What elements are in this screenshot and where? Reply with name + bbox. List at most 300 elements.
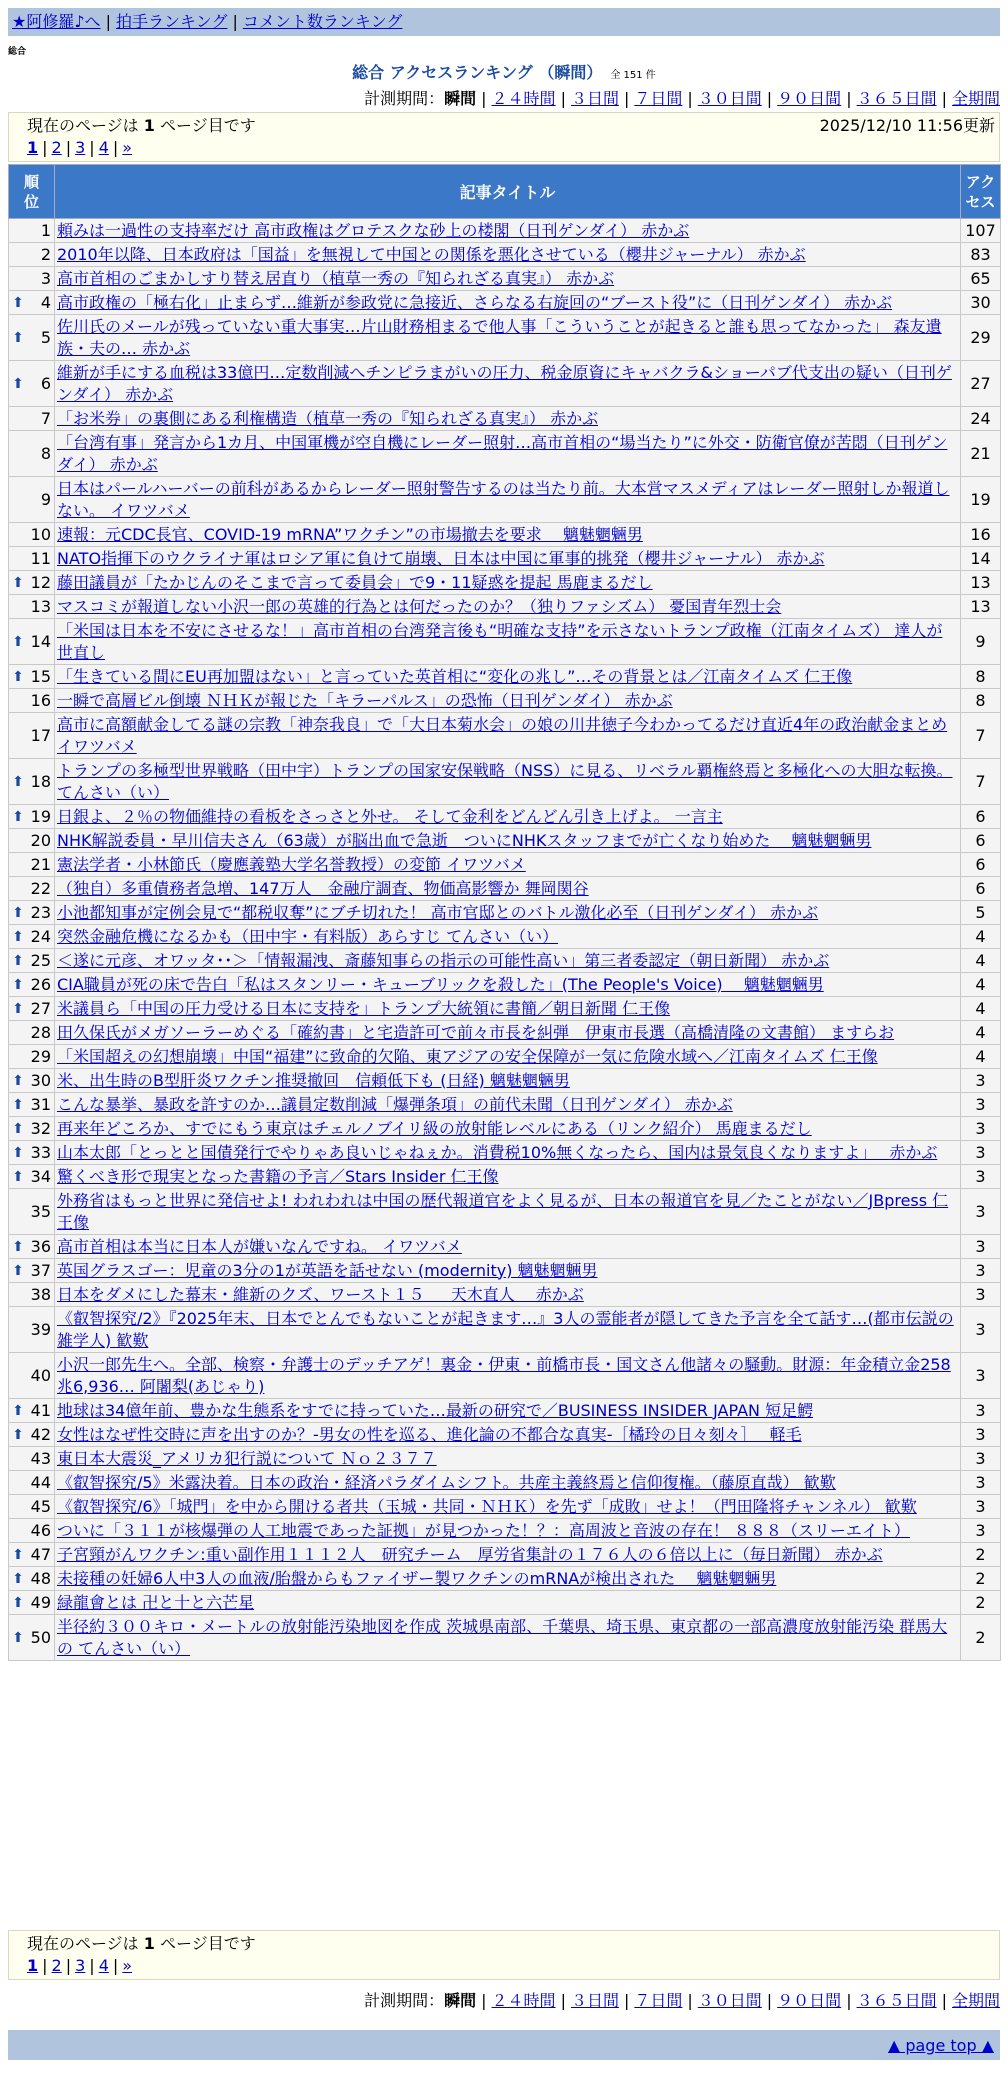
up-arrow-icon: ⬆ bbox=[12, 1000, 24, 1017]
access-count: 2 bbox=[961, 1591, 1001, 1615]
up-arrow-icon: ⬆ bbox=[12, 1096, 24, 1113]
access-count: 3 bbox=[961, 1423, 1001, 1447]
up-arrow-icon: ⬆ bbox=[12, 1594, 24, 1611]
top-nav-bar bbox=[8, 8, 1000, 36]
article-link[interactable]: 日本をダメにした幕末・維新のクズ、ワースト１５ 天木直人 赤かぶ bbox=[57, 1284, 584, 1304]
access-count: 4 bbox=[961, 925, 1001, 949]
article-link[interactable]: 緑龍會とは 卍と十と六芒星 bbox=[57, 1592, 255, 1612]
article-link[interactable]: 憲法学者・小林節氏（慶應義塾大学名誉教授）の変節 イワツバメ bbox=[57, 854, 526, 874]
title-cell bbox=[55, 291, 961, 315]
up-arrow-icon: ⬆ bbox=[12, 1262, 24, 1279]
title-cell bbox=[55, 1353, 961, 1399]
access-count: 3 bbox=[961, 1471, 1001, 1495]
table-row bbox=[9, 1189, 1001, 1235]
title-cell bbox=[55, 1591, 961, 1615]
title-cell bbox=[55, 1117, 961, 1141]
rank-number: 48 bbox=[30, 1568, 51, 1588]
pager-text-pre: 現在のページは bbox=[27, 116, 144, 135]
title-cell bbox=[55, 997, 961, 1021]
table-row bbox=[9, 1543, 1001, 1567]
title-cell bbox=[55, 361, 961, 407]
access-count: 29 bbox=[961, 315, 1001, 361]
article-link[interactable]: 高市政権の「極右化」止まらず…維新が参政党に急接近、さらなる右旋回の“ブースト役”に（日刊ゲンダイ） 赤かぶ bbox=[57, 292, 893, 312]
access-count: 4 bbox=[961, 973, 1001, 997]
table-row bbox=[9, 1495, 1001, 1519]
pager-separator: | bbox=[42, 138, 48, 157]
table-row bbox=[9, 1165, 1001, 1189]
up-arrow-icon: ⬆ bbox=[12, 1570, 24, 1587]
rank-number: 23 bbox=[30, 902, 51, 922]
article-link[interactable]: 山本太郎「とっとと国債発行でやりゃあ良いじゃねぇか。消費税10%無くなったら、国内は景気良くなりますよ」 赤かぶ bbox=[57, 1142, 938, 1162]
title-cell bbox=[55, 805, 961, 829]
title-cell bbox=[55, 1495, 961, 1519]
access-count: 3 bbox=[961, 1399, 1001, 1423]
title-cell bbox=[55, 1567, 961, 1591]
access-count: 3 bbox=[961, 1069, 1001, 1093]
article-link[interactable]: 米、出生時のB型肝炎ワクチン推奨撤回 信頼低下も (日経) 魑魅魍魎男 bbox=[57, 1070, 570, 1090]
rank-number: 26 bbox=[30, 974, 51, 994]
rank-cell bbox=[9, 829, 55, 853]
up-arrow-icon: ⬆ bbox=[12, 375, 24, 392]
access-count: 2 bbox=[961, 1615, 1001, 1661]
rank-number: 7 bbox=[40, 408, 51, 428]
page-link-4[interactable]: 4 bbox=[98, 1956, 109, 1975]
article-link[interactable]: （独自）多重債務者急増、147万人 金融庁調査、物価高影響か 舞岡関谷 bbox=[57, 878, 589, 898]
up-arrow-icon: ⬆ bbox=[12, 668, 24, 685]
up-arrow-icon: ⬆ bbox=[12, 1402, 24, 1419]
table-row bbox=[9, 1045, 1001, 1069]
rank-number: 14 bbox=[30, 631, 51, 651]
pager-links bbox=[27, 137, 981, 159]
rank-cell bbox=[9, 1519, 55, 1543]
rank-cell bbox=[9, 1189, 55, 1235]
period-separator: | bbox=[623, 89, 630, 108]
period-link-5[interactable]: ３６５日間 bbox=[856, 89, 937, 108]
table-row bbox=[9, 665, 1001, 689]
up-arrow-icon: ⬆ bbox=[12, 294, 24, 311]
article-link[interactable]: 高市に高額献金してる謎の宗教「神奈我良」で「大日本菊水会」の娘の川井徳子今わかってるだけ直近4年の政治献金まとめ イワツバメ bbox=[57, 714, 948, 756]
rank-number: 9 bbox=[40, 489, 51, 509]
period-label: 計測期間： bbox=[364, 1991, 445, 2010]
rank-cell bbox=[9, 1117, 55, 1141]
title-cell bbox=[55, 689, 961, 713]
up-arrow-icon: ⬆ bbox=[12, 1168, 24, 1185]
period-separator: | bbox=[941, 1991, 947, 2010]
rank-cell bbox=[9, 1615, 55, 1661]
table-row bbox=[9, 759, 1001, 805]
up-arrow-icon: ⬆ bbox=[12, 1120, 24, 1137]
rank-number: 11 bbox=[30, 548, 51, 568]
rank-cell bbox=[9, 877, 55, 901]
article-link[interactable]: 田久保氏がメガソーラーめぐる「確約書」と宅造許可で前々市長を糾弾 伊東市長選（高橋清隆の文書館） ますらお bbox=[57, 1022, 895, 1042]
rank-number: 25 bbox=[30, 950, 51, 970]
article-link[interactable]: 「米国超えの幻想崩壊」中国“福建”に致命的欠陥、東アジアの安全保障が一気に危険水域へ／江南タイムズ 仁王像 bbox=[57, 1046, 878, 1066]
title-cell bbox=[55, 1519, 961, 1543]
article-link[interactable]: 「生きている間にEU再加盟はない」と言っていた英首相に“変化の兆し”…その背景とは／江南タイムズ 仁王像 bbox=[57, 666, 853, 686]
rank-cell bbox=[9, 619, 55, 665]
title-cell bbox=[55, 1423, 961, 1447]
table-row bbox=[9, 949, 1001, 973]
article-link[interactable]: 東日本大震災_アメリカ犯行説について Ｎｏ２３７７ bbox=[57, 1448, 437, 1468]
period-link-4[interactable]: ９０日間 bbox=[777, 89, 842, 108]
rank-cell bbox=[9, 243, 55, 267]
title-cell bbox=[55, 1021, 961, 1045]
title-cell bbox=[55, 949, 961, 973]
table-row bbox=[9, 1283, 1001, 1307]
article-link[interactable]: 日本はパールハーバーの前科があるからレーダー照射警告するのは当たり前。大本営マスメディアはレーダー照射しか報道しない。 イワツバメ bbox=[57, 478, 950, 520]
rank-cell bbox=[9, 1353, 55, 1399]
period-separator: | bbox=[560, 1991, 566, 2010]
comment-ranking-link[interactable]: コメント数ランキング bbox=[242, 12, 403, 31]
period-link-3[interactable]: ３０日間 bbox=[697, 1991, 762, 2010]
period-link-0[interactable]: ２４時間 bbox=[491, 89, 556, 108]
rank-number: 31 bbox=[30, 1094, 51, 1114]
rank-number: 30 bbox=[30, 1070, 51, 1090]
title-cell bbox=[55, 973, 961, 997]
period-separator: | bbox=[687, 1991, 693, 2010]
period-link-4[interactable]: ９０日間 bbox=[777, 1991, 842, 2010]
rank-number: 38 bbox=[30, 1284, 51, 1304]
table-row bbox=[9, 243, 1001, 267]
bottom-bar bbox=[8, 2030, 1000, 2060]
article-link[interactable]: 維新が手にする血税は33億円…定数削減へチンピラまがいの圧力、税金原資にキャバクラ&ショーパブ代支出の疑い（日刊ゲンダイ） 赤かぶ bbox=[57, 362, 952, 404]
rank-number: 45 bbox=[30, 1496, 51, 1516]
article-link[interactable]: ＜遂に元彦、オワッタ･･＞「情報漏洩、斎藤知事らの指示の可能性高い」第三者委認定（朝日新聞） 赤かぶ bbox=[57, 950, 830, 970]
rank-number: 10 bbox=[30, 524, 51, 544]
access-header: アクセス bbox=[961, 165, 1001, 219]
pager-top bbox=[8, 112, 1000, 162]
rank-cell bbox=[9, 361, 55, 407]
access-count: 3 bbox=[961, 1141, 1001, 1165]
rank-number: 34 bbox=[30, 1166, 51, 1186]
pager-separator: | bbox=[112, 1956, 119, 1975]
updated-timestamp: 2025/12/10 11:56更新 bbox=[819, 116, 995, 135]
rank-number: 32 bbox=[30, 1118, 51, 1138]
rank-number: 5 bbox=[40, 327, 51, 347]
access-count: 30 bbox=[961, 291, 1001, 315]
rank-cell bbox=[9, 291, 55, 315]
access-count: 4 bbox=[961, 997, 1001, 1021]
article-link[interactable]: 頼みは一過性の支持率だけ 高市政権はグロテスクな砂上の楼閣（日刊ゲンダイ） 赤かぶ bbox=[57, 220, 690, 240]
table-row bbox=[9, 1447, 1001, 1471]
rank-cell bbox=[9, 267, 55, 291]
pager-text-pre: 現在のページは bbox=[27, 1934, 144, 1953]
rank-number: 27 bbox=[30, 998, 51, 1018]
article-link[interactable]: 一瞬で高層ビル倒壊 ＮＨＫが報じた「キラーパルス」の恐怖（日刊ゲンダイ） 赤かぶ bbox=[57, 690, 673, 710]
article-link[interactable]: 《叡智探究/2》『2025年末、日本でとんでもないことが起きます…』3人の霊能者が隠してきた予言を全て話す…(都市伝説の雑学人) 歓歎 bbox=[57, 1308, 954, 1350]
title-cell bbox=[55, 1069, 961, 1093]
title-cell bbox=[55, 829, 961, 853]
table-row bbox=[9, 407, 1001, 431]
table-row bbox=[9, 291, 1001, 315]
period-separator: | bbox=[623, 1991, 630, 2010]
period-link-6[interactable]: 全期間 bbox=[951, 1991, 1000, 2010]
table-row bbox=[9, 1021, 1001, 1045]
rank-number: 29 bbox=[30, 1046, 51, 1066]
access-count: 24 bbox=[961, 407, 1001, 431]
access-count: 83 bbox=[961, 243, 1001, 267]
access-count: 3 bbox=[961, 1165, 1001, 1189]
title-cell bbox=[55, 1259, 961, 1283]
period-link-1[interactable]: ３日間 bbox=[570, 89, 619, 108]
access-count: 4 bbox=[961, 1021, 1001, 1045]
article-link[interactable]: ついに「３１１が核爆弾の人工地震であった証拠」が見つかった！？：高周波と音波の存在！ ８８８（スリーエイト） bbox=[57, 1520, 910, 1540]
table-row bbox=[9, 619, 1001, 665]
period-separator: | bbox=[687, 89, 693, 108]
title-cell bbox=[55, 431, 961, 477]
table-row bbox=[9, 477, 1001, 523]
rank-number: 46 bbox=[30, 1520, 51, 1540]
period-separator: | bbox=[941, 89, 947, 108]
article-link[interactable]: トランプの多極型世界戦略（田中宇）トランプの国家安保戦略（NSS）に見る、リベラル覇権終焉と多極化への大胆な転換。 てんさい（い） bbox=[57, 760, 953, 802]
access-count: 3 bbox=[961, 1117, 1001, 1141]
article-link[interactable]: 半径約３００キロ・メートルの放射能汚染地図を作成 茨城県南部、千葉県、埼玉県、東京都の一部高濃度放射能汚染 群馬大の てんさい（い） bbox=[57, 1616, 948, 1658]
access-count: 4 bbox=[961, 949, 1001, 973]
up-arrow-icon: ⬆ bbox=[12, 574, 24, 591]
access-count: 8 bbox=[961, 665, 1001, 689]
access-count: 65 bbox=[961, 267, 1001, 291]
up-arrow-icon: ⬆ bbox=[12, 928, 24, 945]
rank-number: 1 bbox=[40, 220, 51, 240]
access-count: 3 bbox=[961, 1447, 1001, 1471]
rank-cell bbox=[9, 1235, 55, 1259]
access-count: 8 bbox=[961, 689, 1001, 713]
article-link[interactable]: 外務省はもっと世界に発信せよ! われわれは中国の歴代報道官をよく見るが、日本の報道官を見／たことがない／JBpress 仁王像 bbox=[57, 1190, 949, 1232]
nav-separator: | bbox=[232, 12, 238, 31]
rank-number: 50 bbox=[30, 1627, 51, 1647]
article-link[interactable]: 2010年以降、日本政府は「国益」を無視して中国との関係を悪化させている（櫻井ジャーナル） 赤かぶ bbox=[57, 244, 806, 264]
rank-cell bbox=[9, 1045, 55, 1069]
rank-number: 40 bbox=[30, 1365, 51, 1385]
article-link[interactable]: 「米国は日本を不安にさせるな！」高市首相の台湾発言後も“明確な支持”を示さないトランプ政権（江南タイムズ） 達人が世直し bbox=[57, 620, 943, 662]
rank-cell bbox=[9, 1165, 55, 1189]
access-count: 3 bbox=[961, 1519, 1001, 1543]
access-count: 107 bbox=[961, 219, 1001, 243]
rank-cell bbox=[9, 1021, 55, 1045]
table-row bbox=[9, 431, 1001, 477]
rank-cell bbox=[9, 1307, 55, 1353]
rank-number: 37 bbox=[30, 1260, 51, 1280]
article-link[interactable]: 高市首相は本当に日本人が嫌いなんですね。 イワツバメ bbox=[57, 1236, 462, 1256]
up-arrow-icon: ⬆ bbox=[12, 1144, 24, 1161]
page-link-3[interactable]: 3 bbox=[75, 138, 86, 157]
period-link-6[interactable]: 全期間 bbox=[951, 89, 1000, 108]
article-link[interactable]: 驚くべき形で現実となった書籍の予言／Stars Insider 仁王像 bbox=[57, 1166, 499, 1186]
rank-cell bbox=[9, 1471, 55, 1495]
rank-number: 28 bbox=[30, 1022, 51, 1042]
pager-separator: | bbox=[65, 1956, 72, 1975]
article-link[interactable]: 突然金融危機になるかも（田中宇・有料版）あらすじ てんさい（い） bbox=[57, 926, 559, 946]
page-link-3[interactable]: 3 bbox=[75, 1956, 86, 1975]
title-cell bbox=[55, 1543, 961, 1567]
article-link[interactable]: 小沢一郎先生へ。全部、検察・弁護士のデッチアゲ！裏金・伊東・前橋市長・国文さん他諸々の騒動。財源：年金積立金258兆6,936… 阿闍梨(あじゃり) bbox=[57, 1354, 951, 1396]
period-link-1[interactable]: ３日間 bbox=[570, 1991, 619, 2010]
category-label: 総合 bbox=[8, 47, 27, 57]
table-row bbox=[9, 901, 1001, 925]
title-cell bbox=[55, 1471, 961, 1495]
title-cell bbox=[55, 1093, 961, 1117]
pager-separator: | bbox=[89, 138, 95, 157]
rank-cell bbox=[9, 547, 55, 571]
article-link[interactable]: こんな暴挙、暴政を許すのか…議員定数削減「爆弾条項」の前代未聞（日刊ゲンダイ） 赤かぶ bbox=[57, 1094, 733, 1114]
article-link[interactable]: 日銀よ、２％の物価維持の看板をさっさと外せ。 そして金利をどんどん引き上げよ。 一言主 bbox=[57, 806, 723, 826]
article-link[interactable]: マスコミが報道しない小沢一郎の英雄的行為とは何だったのか？（独りファシズム） 憂国青年烈士会 bbox=[57, 596, 782, 616]
period-link-0[interactable]: ２４時間 bbox=[491, 1991, 556, 2010]
rank-number: 6 bbox=[40, 373, 51, 393]
rank-cell bbox=[9, 1399, 55, 1423]
pager-current-page: 1 bbox=[143, 116, 155, 135]
table-row bbox=[9, 1093, 1001, 1117]
ranking-table bbox=[8, 164, 1001, 1661]
access-count: 6 bbox=[961, 853, 1001, 877]
title-cell bbox=[55, 925, 961, 949]
rank-cell bbox=[9, 997, 55, 1021]
title-cell bbox=[55, 1447, 961, 1471]
article-link[interactable]: 英国グラスゴー：児童の3分の1が英語を話せない (modernity) 魑魅魍魎男 bbox=[57, 1260, 598, 1280]
rank-cell bbox=[9, 219, 55, 243]
article-link[interactable]: NATO指揮下のウクライナ軍はロシア軍に負けて崩壊、日本は中国に軍事的挑発（櫻井ジャーナル） 赤かぶ bbox=[57, 548, 825, 568]
article-link[interactable]: 女性はなぜ性交時に声を出すのか？-男女の性を巡る、進化論の不都合な真実-［橘玲の日々刻々］ 軽毛 bbox=[57, 1424, 802, 1444]
title-cell bbox=[55, 877, 961, 901]
article-link[interactable]: 「台湾有事」発言から1カ月、中国軍機が空自機にレーダー照射…高市首相の“場当たり”に外交・防衛官僚が苦悶（日刊ゲンダイ） 赤かぶ bbox=[57, 432, 948, 474]
title-cell bbox=[55, 1189, 961, 1235]
page-link-2[interactable]: 2 bbox=[51, 138, 62, 157]
article-link[interactable]: 藤田議員が「たかじんのそこまで言って委員会」で9・11疑惑を提起 馬鹿まるだし bbox=[57, 572, 653, 592]
rank-number: 4 bbox=[40, 292, 51, 312]
up-arrow-icon: ⬆ bbox=[12, 1546, 24, 1563]
access-count: 3 bbox=[961, 1495, 1001, 1519]
access-count: 3 bbox=[961, 1283, 1001, 1307]
title-cell bbox=[55, 713, 961, 759]
table-row bbox=[9, 1069, 1001, 1093]
article-link[interactable]: 再来年どころか、すでにもう東京はチェルノブイリ級の放射能レベルにある（リンク紹介） 馬鹿まるだし bbox=[57, 1118, 812, 1138]
next-page-link[interactable]: » bbox=[122, 138, 133, 157]
access-count: 13 bbox=[961, 571, 1001, 595]
table-row bbox=[9, 571, 1001, 595]
article-link[interactable]: 未接種の妊婦6人中3人の血液/胎盤からもファイザー製ワクチンのmRNAが検出された 魑魅魍魎男 bbox=[57, 1568, 777, 1588]
page-link-1[interactable]: 1 bbox=[27, 138, 39, 157]
rank-cell bbox=[9, 315, 55, 361]
asyura-home-link[interactable]: ★阿修羅♪へ bbox=[12, 12, 101, 31]
pager-separator: | bbox=[65, 138, 72, 157]
applause-ranking-link[interactable]: 拍手ランキング bbox=[115, 12, 228, 31]
article-link[interactable]: NHK解説委員・早川信夫さん（63歳）が脳出血で急逝 ついにNHKスタッフまでが亡くなり始めた 魑魅魍魎男 bbox=[57, 830, 872, 850]
rank-cell bbox=[9, 713, 55, 759]
page-link-1[interactable]: 1 bbox=[27, 1956, 39, 1975]
access-count: 2 bbox=[961, 1543, 1001, 1567]
title-cell bbox=[55, 1165, 961, 1189]
table-row bbox=[9, 997, 1001, 1021]
period-link-2[interactable]: ７日間 bbox=[634, 89, 683, 108]
period-selector-bottom bbox=[364, 1988, 1000, 2011]
period-link-2[interactable]: ７日間 bbox=[634, 1991, 683, 2010]
article-link[interactable]: 「お米券」の裏側にある利権構造（植草一秀の『知られざる真実』） 赤かぶ bbox=[57, 408, 599, 428]
rank-number: 20 bbox=[30, 830, 51, 850]
access-count: 3 bbox=[961, 1353, 1001, 1399]
access-count: 7 bbox=[961, 759, 1001, 805]
article-link[interactable]: 高市首相のごまかしすり替え居直り（植草一秀の『知られざる真実』） 赤かぶ bbox=[57, 268, 615, 288]
rank-number: 24 bbox=[30, 926, 51, 946]
rank-cell bbox=[9, 973, 55, 997]
rank-cell bbox=[9, 407, 55, 431]
period-separator: | bbox=[481, 89, 487, 108]
rank-cell bbox=[9, 689, 55, 713]
rank-cell bbox=[9, 805, 55, 829]
rank-cell bbox=[9, 1495, 55, 1519]
pager-bottom bbox=[8, 1930, 1000, 1980]
title-cell bbox=[55, 1141, 961, 1165]
page-title: 総合 アクセスランキング （瞬間） bbox=[352, 63, 603, 82]
table-row bbox=[9, 853, 1001, 877]
table-row bbox=[9, 925, 1001, 949]
table-row bbox=[9, 267, 1001, 291]
article-link[interactable]: 地球は34億年前、豊かな生態系をすでに持っていた…最新の研究で／BUSINESS INSIDER JAPAN 短足鰐 bbox=[57, 1400, 814, 1420]
title-cell bbox=[55, 315, 961, 361]
title-cell bbox=[55, 1235, 961, 1259]
table-row bbox=[9, 1591, 1001, 1615]
period-link-5[interactable]: ３６５日間 bbox=[856, 1991, 937, 2010]
rank-cell bbox=[9, 1093, 55, 1117]
article-link[interactable]: 米議員ら「中国の圧力受ける日本に支持を」トランプ大統領に書簡／朝日新聞 仁王像 bbox=[57, 998, 671, 1018]
title-cell bbox=[55, 1283, 961, 1307]
pager-text-post: ページ目です bbox=[154, 1934, 256, 1953]
page-title-line bbox=[8, 60, 1000, 83]
article-link[interactable]: 子宮頸がんワクチン:重い副作用１１１２人 研究チーム 厚労省集計の１７６人の６倍以上に（毎日新聞） 赤かぶ bbox=[57, 1544, 883, 1564]
rank-header: 順位 bbox=[9, 165, 55, 219]
title-cell bbox=[55, 1307, 961, 1353]
access-count: 3 bbox=[961, 1235, 1001, 1259]
page-link-2[interactable]: 2 bbox=[51, 1956, 62, 1975]
article-link[interactable]: 佐川氏のメールが残っていない重大事実…片山財務相まるで他人事「こういうことが起きると誰も思ってなかった」 森友遺族・夫の… 赤かぶ bbox=[57, 316, 942, 358]
article-link[interactable]: 速報：元CDC長官、COVID-19 mRNA”ワクチン”の市場撤去を要求 魑魅魍魎男 bbox=[57, 524, 643, 544]
article-link[interactable]: 《叡智探究/5》米露決着。日本の政治・経済パラダイムシフト。共産主義終焉と信仰復権。（藤原直哉） 歓歎 bbox=[57, 1472, 836, 1492]
access-count: 14 bbox=[961, 547, 1001, 571]
access-count: 21 bbox=[961, 431, 1001, 477]
rank-number: 21 bbox=[30, 854, 51, 874]
pager-text-post: ページ目です bbox=[154, 116, 256, 135]
rank-number: 16 bbox=[30, 690, 51, 710]
table-row bbox=[9, 1519, 1001, 1543]
rank-number: 36 bbox=[30, 1236, 51, 1256]
title-cell bbox=[55, 477, 961, 523]
access-count: 6 bbox=[961, 829, 1001, 853]
article-link[interactable]: 小池都知事が定例会見で“都税収奪”にブチ切れた！ 高市官邸とのバトル激化必至（日刊ゲンダイ） 赤かぶ bbox=[57, 902, 819, 922]
rank-number: 2 bbox=[40, 244, 51, 264]
access-count: 6 bbox=[961, 877, 1001, 901]
rank-number: 35 bbox=[30, 1201, 51, 1221]
rank-number: 41 bbox=[30, 1400, 51, 1420]
title-cell bbox=[55, 619, 961, 665]
page-link-4[interactable]: 4 bbox=[98, 138, 109, 157]
article-link[interactable]: 《叡智探究/6》「城門」を中から開ける者共（玉城・共同・ＮＨＫ）を先ず「成敗」せよ！（門田隆将チャンネル） 歓歎 bbox=[57, 1496, 917, 1516]
up-arrow-icon: ⬆ bbox=[12, 808, 24, 825]
rank-number: 47 bbox=[30, 1544, 51, 1564]
article-link[interactable]: CIA職員が死の床で告白「私はスタンリー・キューブリックを殺した」(The People's Voice) 魑魅魍魎男 bbox=[57, 974, 824, 994]
rank-cell bbox=[9, 853, 55, 877]
rank-cell bbox=[9, 523, 55, 547]
rank-number: 44 bbox=[30, 1472, 51, 1492]
rank-number: 33 bbox=[30, 1142, 51, 1162]
page-top-link[interactable]: ▲ page top ▲ bbox=[887, 2036, 994, 2055]
rank-cell bbox=[9, 665, 55, 689]
access-count: 6 bbox=[961, 805, 1001, 829]
period-separator: | bbox=[766, 89, 773, 108]
rank-number: 39 bbox=[30, 1319, 51, 1339]
next-page-link[interactable]: » bbox=[122, 1956, 133, 1975]
period-link-3[interactable]: ３０日間 bbox=[697, 89, 762, 108]
title-cell bbox=[55, 547, 961, 571]
table-row bbox=[9, 595, 1001, 619]
